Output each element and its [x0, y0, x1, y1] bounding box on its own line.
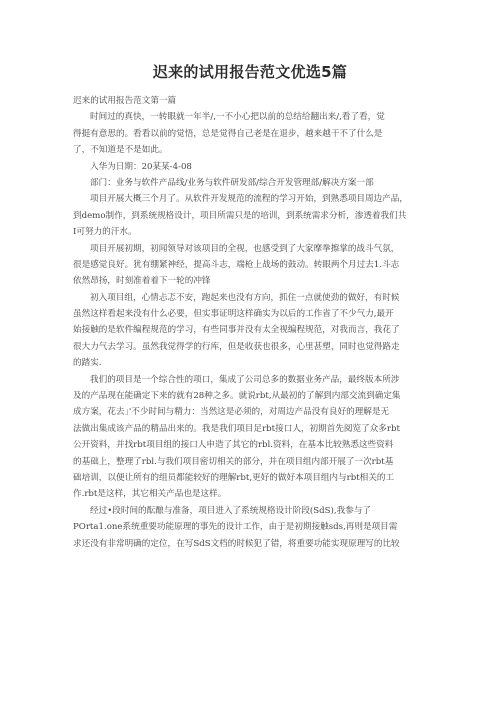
paragraph — [73, 503, 434, 552]
paragraph — [73, 241, 434, 290]
paragraph-line: 虽然这样看起来没有什么必要，但实事证明这样确实为以后的工作省了不少气力,最开 — [73, 309, 394, 320]
paragraph-line: 很是感觉良好。犹有绷紧神经，提高斗志，端枪上战场的鼓动。转眼两个月过去1.斗志 — [73, 259, 400, 270]
section-heading: 迟来的试用报告范文第一篇 — [73, 96, 177, 106]
paragraph-line: 了，不知道是不是如此。 — [73, 145, 168, 156]
document-title: 迟来的试用报告范文优选5篇 — [152, 63, 348, 81]
paragraph-line: 部门：业务与软件产品线/业务与软件研发部/综合开发管理部/解决方案一部 — [90, 177, 374, 188]
document-body — [73, 93, 434, 552]
paragraph-line: 初入项目组，心情忐忑不安，跑起来也没有方向，抓住一点就使劲的做好，有时候 — [90, 292, 400, 303]
paragraph-line: 公开资料，并找rbt项目组的接口人申造了其它的rbl.资料，在基本比较熟悉这些资料 — [73, 440, 394, 451]
paragraph-line: 求还没有非常明确的定位，在写SdS文档的时候犯了错，将重要功能实现原理写的比较 — [73, 538, 400, 549]
paragraph — [73, 159, 434, 175]
paragraph-line: 的踏实. — [73, 358, 102, 369]
paragraph — [73, 372, 434, 503]
paragraph-line: 很大力气去学习。虽然我觉得学的行库，但是收获也很多，心里甚塑，同时也觉得路走 — [73, 341, 400, 352]
paragraph-line: 项目开展大概三个月了。从软件开发规范的流程的学习开始，到熟悉项目周边产品， — [90, 194, 408, 205]
paragraph-line: 依然昂扬，时刻准着着下一轮的冲锋 — [73, 276, 211, 287]
paragraph-line: 法做出集成该产品的精品出来的。我是我们项目足rbt接口人，初期首先阅览了众多rbt — [73, 423, 400, 434]
paragraph — [73, 175, 434, 191]
paragraph-line: 础培训，以便让所有的组员都能较好的理解rbt,更好的做好本项目组内与rbt相关的工 — [73, 472, 395, 483]
paragraph-line: 经过•段时间的酝酿与准备，项目进入了系统规格设计阶段(SdS),我参与了 — [90, 505, 372, 516]
paragraph — [73, 109, 434, 158]
paragraph-line: 时间过的真快，一转眼就一年半/,一不小心把以前的总结给翻出来/,看了看，觉 — [90, 112, 385, 123]
paragraph-line: 我们的项目是一个综合性的项口，集成了公司总多的数据业务产品，最终版本所涉 — [90, 374, 400, 385]
paragraph-line: 项目开展初期，初闻领导对该项目的全视，也感受到了大家摩拳擦掌的战斗气氛， — [90, 243, 400, 254]
paragraph-line: 作.rbt是这样，其它相关产品也是这样。 — [73, 489, 227, 500]
paragraph-line: 得挺有意思的。看看以前的觉悟，总是觉得自己老是在退步，越来越干不了什么是 — [73, 128, 383, 139]
paragraph — [73, 290, 434, 372]
paragraph — [73, 191, 434, 240]
paragraph-line: 始接触的是软件编程规范的学习，有些同事并没有太全视编程规范，对我而言，我花了 — [73, 325, 400, 336]
paragraph-line: 的基础上，整理了rbl.与我们项目密切相关的部分，并在项目组内部开展了一次rbt基 — [73, 456, 394, 467]
paragraph-line: I可努力的汗水。 — [73, 227, 137, 238]
paragraph-line: POrta1.one系统重要功能原理的事先的设计工作，由于是初期接触sds,再则是项目需 — [73, 522, 398, 533]
paragraph-line: 到demo制作，到系统规格设计，项目所需只是的培训，到系统需求分析，渗透着我们共 — [73, 210, 407, 221]
paragraph-line: 及的产品现在能确定下来的就有28种之多。就说rbt,从最初的了解到内部交流到确定集 — [73, 391, 401, 402]
paragraph-line: 成方案，花去｣'不少时间与精力：当然这是必须的，对周边产品没有良好的理解是无 — [73, 407, 390, 418]
paragraph-line: 入华为日期：20某某-4-08 — [90, 161, 192, 172]
